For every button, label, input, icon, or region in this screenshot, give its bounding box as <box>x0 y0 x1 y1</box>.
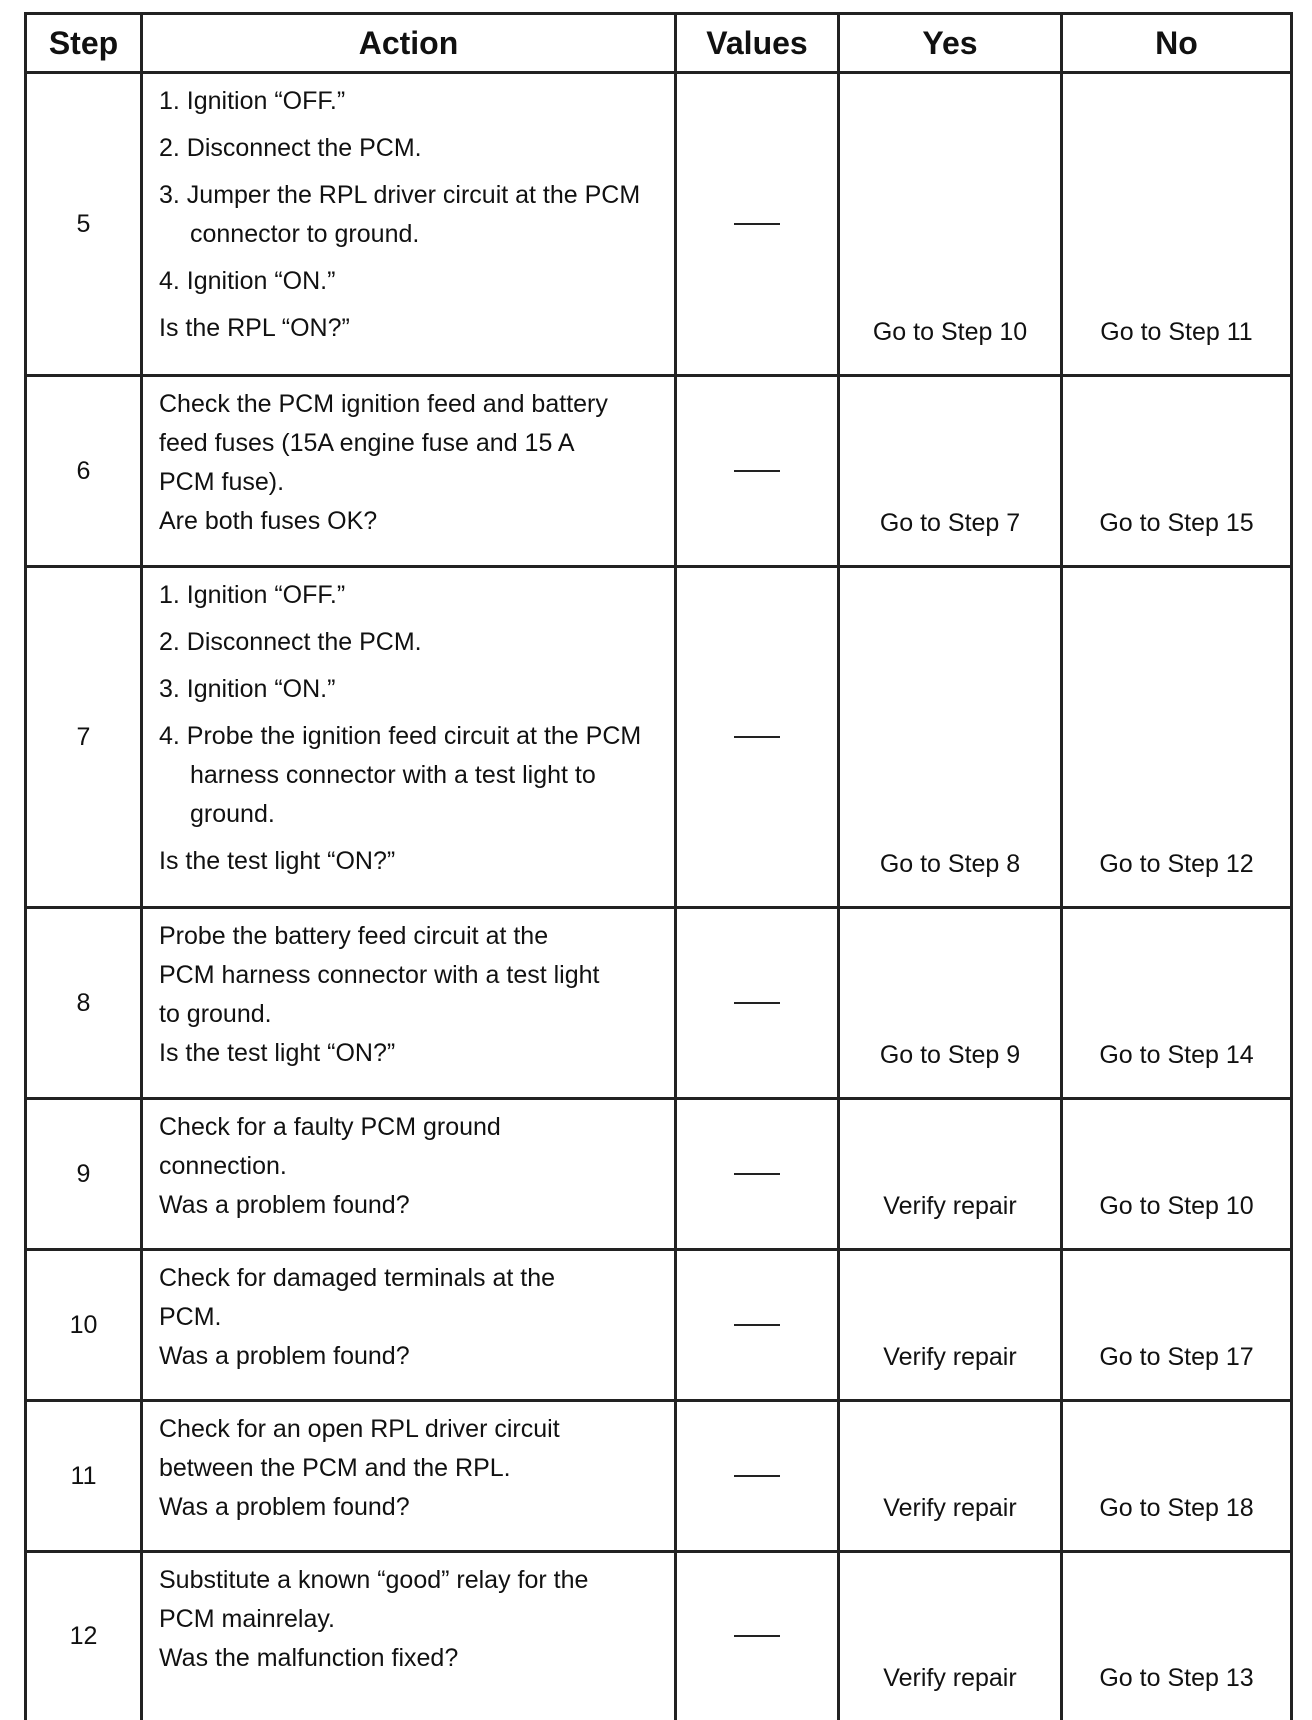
yes-outcome: Go to Step 9 <box>839 908 1062 1099</box>
action-line: to ground. <box>159 1000 272 1028</box>
no-outcome: Go to Step 10 <box>1062 1099 1292 1250</box>
header-row <box>26 14 1292 73</box>
action-line: Check for damaged terminals at the <box>159 1264 556 1292</box>
table-row <box>26 567 1292 908</box>
table-row <box>26 1552 1292 1720</box>
values-dash <box>734 223 780 225</box>
action-step: 2. Disconnect the PCM. <box>159 134 422 162</box>
table-row <box>26 376 1292 567</box>
values-dash <box>734 736 780 738</box>
action-line: between the PCM and the RPL. <box>159 1454 511 1482</box>
no-outcome: Go to Step 13 <box>1062 1552 1292 1720</box>
values-cell <box>676 908 839 1099</box>
values-cell <box>676 73 839 376</box>
values-cell <box>676 1552 839 1720</box>
header-step: Step <box>26 14 142 73</box>
step-number: 9 <box>26 1099 142 1250</box>
action-question: Is the RPL “ON?” <box>159 314 350 342</box>
values-cell <box>676 1099 839 1250</box>
step-number: 12 <box>26 1552 142 1720</box>
yes-outcome: Go to Step 7 <box>839 376 1062 567</box>
action-cell <box>142 908 676 1099</box>
values-cell <box>676 567 839 908</box>
action-step: 4. Probe the ignition feed circuit at the PCM harness connector with a test light to ground. <box>159 722 642 828</box>
action-line: PCM fuse). <box>159 468 285 496</box>
table-row <box>26 73 1292 376</box>
step-number: 6 <box>26 376 142 567</box>
yes-outcome: Go to Step 10 <box>839 73 1062 376</box>
action-line: PCM. <box>159 1303 222 1331</box>
step-number: 5 <box>26 73 142 376</box>
action-line: feed fuses (15A engine fuse and 15 A <box>159 429 575 457</box>
table-row <box>26 1099 1292 1250</box>
yes-outcome: Verify repair <box>839 1250 1062 1401</box>
step-number: 8 <box>26 908 142 1099</box>
yes-outcome: Verify repair <box>839 1552 1062 1720</box>
values-dash <box>734 1635 780 1637</box>
no-outcome: Go to Step 12 <box>1062 567 1292 908</box>
no-outcome: Go to Step 14 <box>1062 908 1292 1099</box>
table-row <box>26 1401 1292 1552</box>
step-number: 10 <box>26 1250 142 1401</box>
action-question: Was a problem found? <box>159 1191 410 1219</box>
action-question: Is the test light “ON?” <box>159 1039 396 1067</box>
action-step: 1. Ignition “OFF.” <box>159 581 346 609</box>
action-line: Probe the battery feed circuit at the <box>159 922 549 950</box>
header-action: Action <box>142 14 676 73</box>
action-cell <box>142 1250 676 1401</box>
header-yes: Yes <box>839 14 1062 73</box>
values-dash <box>734 470 780 472</box>
action-step: 3. Jumper the RPL driver circuit at the PCM connector to ground. <box>159 181 641 248</box>
no-outcome: Go to Step 18 <box>1062 1401 1292 1552</box>
action-line: Check for an open RPL driver circuit <box>159 1415 560 1443</box>
action-question: Was a problem found? <box>159 1493 410 1521</box>
action-line: connection. <box>159 1152 287 1180</box>
action-cell <box>142 376 676 567</box>
action-question: Was the malfunction fixed? <box>159 1644 459 1672</box>
values-cell <box>676 1401 839 1552</box>
action-question: Are both fuses OK? <box>159 507 378 535</box>
step-number: 7 <box>26 567 142 908</box>
table-row <box>26 908 1292 1099</box>
diagnostic-table <box>24 12 1293 1720</box>
action-question: Was a problem found? <box>159 1342 410 1370</box>
action-line: Substitute a known “good” relay for the <box>159 1566 589 1594</box>
values-dash <box>734 1324 780 1326</box>
no-outcome: Go to Step 15 <box>1062 376 1292 567</box>
values-cell <box>676 1250 839 1401</box>
action-line: PCM mainrelay. <box>159 1605 335 1633</box>
action-line: PCM harness connector with a test light <box>159 961 600 989</box>
values-dash <box>734 1002 780 1004</box>
action-question: Is the test light “ON?” <box>159 847 396 875</box>
values-dash <box>734 1173 780 1175</box>
step-number: 11 <box>26 1401 142 1552</box>
diagnostic-table-page <box>24 12 1290 1720</box>
action-step: 3. Ignition “ON.” <box>159 675 336 703</box>
no-outcome: Go to Step 17 <box>1062 1250 1292 1401</box>
header-values: Values <box>676 14 839 73</box>
table-row <box>26 1250 1292 1401</box>
action-cell <box>142 1401 676 1552</box>
yes-outcome: Verify repair <box>839 1401 1062 1552</box>
action-line: Check for a faulty PCM ground <box>159 1113 501 1141</box>
no-outcome: Go to Step 11 <box>1062 73 1292 376</box>
action-cell <box>142 73 676 376</box>
action-step: 1. Ignition “OFF.” <box>159 87 346 115</box>
values-cell <box>676 376 839 567</box>
yes-outcome: Go to Step 8 <box>839 567 1062 908</box>
action-cell <box>142 1099 676 1250</box>
values-dash <box>734 1475 780 1477</box>
action-cell <box>142 1552 676 1720</box>
header-no: No <box>1062 14 1292 73</box>
action-line: Check the PCM ignition feed and battery <box>159 390 608 418</box>
action-step: 4. Ignition “ON.” <box>159 267 336 295</box>
action-step: 2. Disconnect the PCM. <box>159 628 422 656</box>
yes-outcome: Verify repair <box>839 1099 1062 1250</box>
action-cell <box>142 567 676 908</box>
